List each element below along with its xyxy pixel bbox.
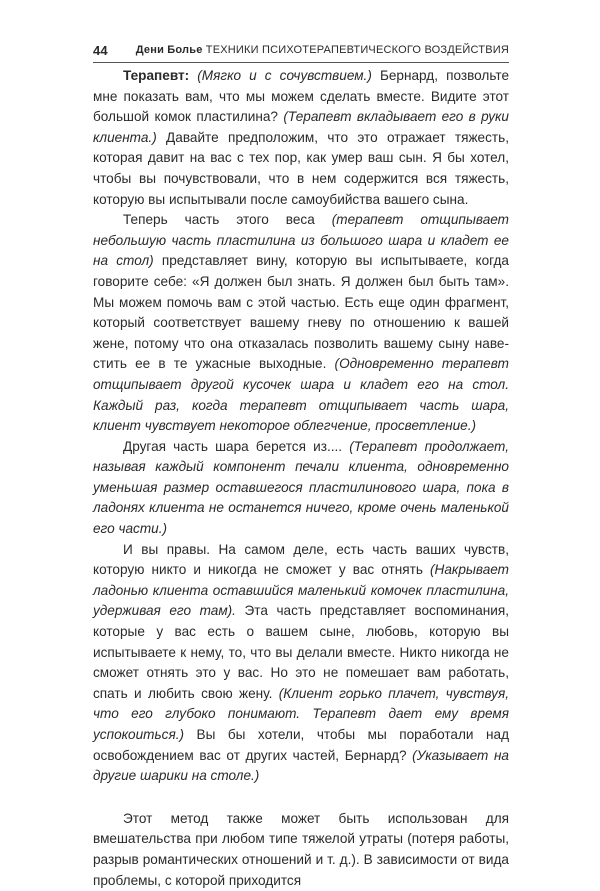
page-header (93, 40, 509, 63)
stage-direction: (Терапевт продолжает, называя каждый компонент печали клиента, одновременно уменьшая размер оставшегося пластилинового шара, пока в ладонях клиента не останется ничего, кроме очень маленькой его части.) (93, 438, 509, 537)
text-run: Давайте предположим, что это отражает тяжесть, которая давит на вас с тех пор, как умер ваш сын. Я бы хотел, чтобы вы почувствовали, что в нем содержится вся тяжесть, которую вы испытывали после самоубийства вашего сына. (93, 129, 509, 207)
speaker-label: Терапевт: (123, 68, 190, 83)
page-number: 44 (93, 43, 108, 58)
text-run: И вы правы. На самом деле, есть часть ваших чувств, которую никто и никогда не сможет у вас отнять (93, 541, 509, 578)
stage-direction: (Накрывает ладонью клиента оставшийся маленький комочек пластилина, удерживая его там). (93, 562, 509, 619)
text-run: Бернард, позвольте мне показать вам, что мы можем сделать вместе. Видите этот большой комок пластилина? (93, 68, 509, 125)
running-head-title: ТЕХНИКИ ПСИХОТЕРАПЕВТИЧЕСКОГО ВОЗДЕЙСТВИЯ (205, 44, 509, 56)
text-run: Вы бы хотели, чтобы мы поработали над освобождением вас от других частей, Бернард? (93, 727, 509, 763)
stage-direction: (Терапевт вкладывает его в руки клиента.) (93, 109, 509, 145)
paragraph-therapist-intro (93, 66, 509, 210)
running-head-author: Дени Болье (135, 44, 203, 56)
text-run: Этот метод также может быть использован для вмешательства при любом типе тяжелой утраты (потеря работы, разрыв романтических отношений и т. д.). В зависимости от вида проблемы, с которой приходится (93, 810, 509, 888)
paragraph-weight-parts (93, 210, 509, 437)
stage-direction: (Указывает на другие шарики на столе.) (93, 747, 509, 784)
stage-direction: (терапевт отщипывает небольшую часть пластилина из большого шара и кладет ее на стол) (93, 212, 509, 269)
stage-direction: (Одновременно терапевт отщипывает другой кусочек шара и кладет его на стол. Каждый раз, когда терапевт отщипывает часть шара, клиент чувствует некоторое облегчение, просветление.) (93, 356, 509, 434)
text-run: Эта часть представляет воспоминания, которые у вас есть о вашем сыне, любовь, которую вы испытываете к нему, то, что вы делали вместе. Никто никогда не сможет отнять это у вас. Но это не помешает вам работать, спать и любить свою жену. (93, 603, 510, 701)
stage-direction: (Мягко и с сочувствием.) (197, 68, 372, 83)
text-run: представляет вину, которую вы испытываете, когда говорите себе: «Я должен был знать. Я должен был быть там». Мы можем помочь вам с этой частью. Есть еще один фрагмент, который соответствует вашему гневу по отношению к вашей жене, потому что она отказалась позволить вашему сыну навестить ее в те ужасные выходные. (93, 253, 509, 372)
text-run: Другая часть шара берется из.... (123, 438, 350, 454)
body-text (93, 66, 509, 891)
paragraph-method-use (93, 809, 509, 891)
stage-direction: (Клиент горько плачет, чувствуя, что его глубоко понимают. Терапевт дает ему время успокоиться.) (93, 685, 509, 742)
text-run: Теперь часть этого веса (123, 212, 332, 228)
running-head (136, 44, 509, 56)
paragraph-other-parts (93, 437, 509, 540)
